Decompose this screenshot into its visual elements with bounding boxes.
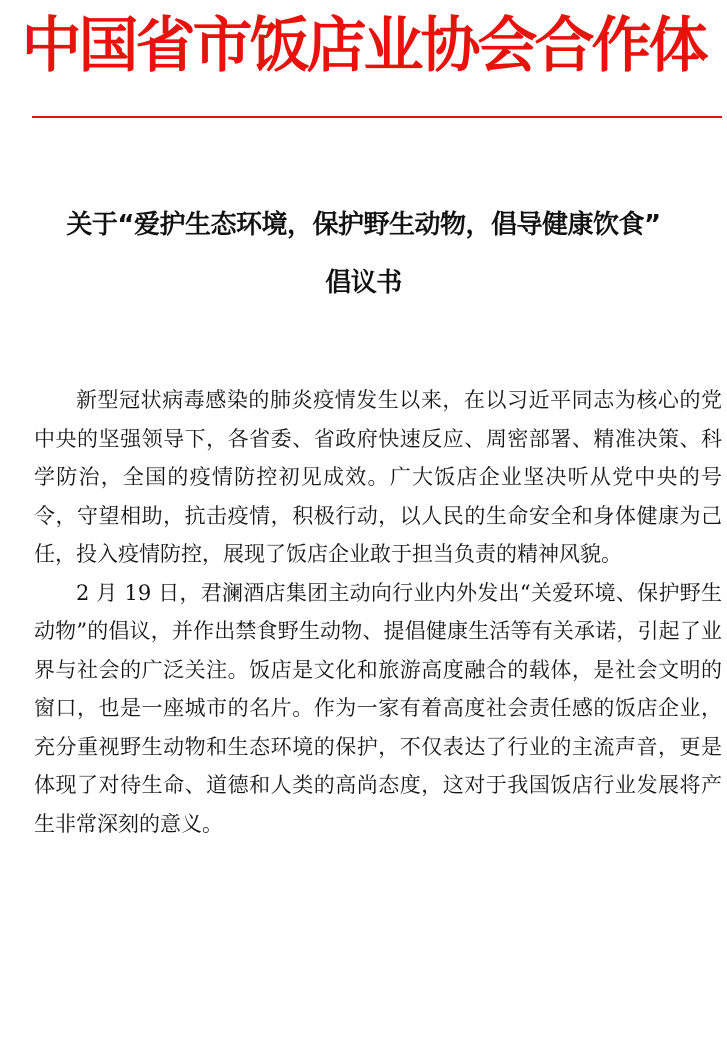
document-title-line-2: 倡议书 [325, 268, 402, 298]
document-title [0, 196, 727, 312]
body-paragraph-1: 新型冠状病毒感染的肺炎疫情发生以来，在以习近平同志为核心的党中央的坚强领导下，各省委、省政府快速反应、周密部署、精准决策、科学防治，全国的疫情防控初见成效。广大饭店企业坚决听从党中央的号令，守望相助，抗击疫情，积极行动，以人民的生命安全和身体健康为己任，投入疫情防控，展现了饭店企业敢于担当负责的精神风貌。 [34, 388, 722, 566]
letterhead-organization-name: 中国省市饭店业协会合作体 [21, 11, 706, 81]
body-paragraph-2: 2 月 19 日，君澜酒店集团主动向行业内外发出“关爱环境、保护野生动物”的倡议，并作出禁食野生动物、提倡健康生活等有关承诺，引起了业界与社会的广泛关注。饭店是文化和旅游高度融合的载体，是社会文明的窗口，也是一座城市的名片。作为一家有着高度社会责任感的饭店企业，充分重视野生动物和生态环境的保护，不仅表达了行业的主流声音，更是体现了对待生命、道德和人类的高尚态度，这对于我国饭店行业发展将产生非常深刻的意义。 [34, 580, 722, 836]
document-title-line-1: 关于“爱护生态环境，保护野生动物，倡导健康饮食” [66, 210, 661, 240]
document-body [34, 381, 722, 843]
letterhead-divider [32, 116, 722, 118]
